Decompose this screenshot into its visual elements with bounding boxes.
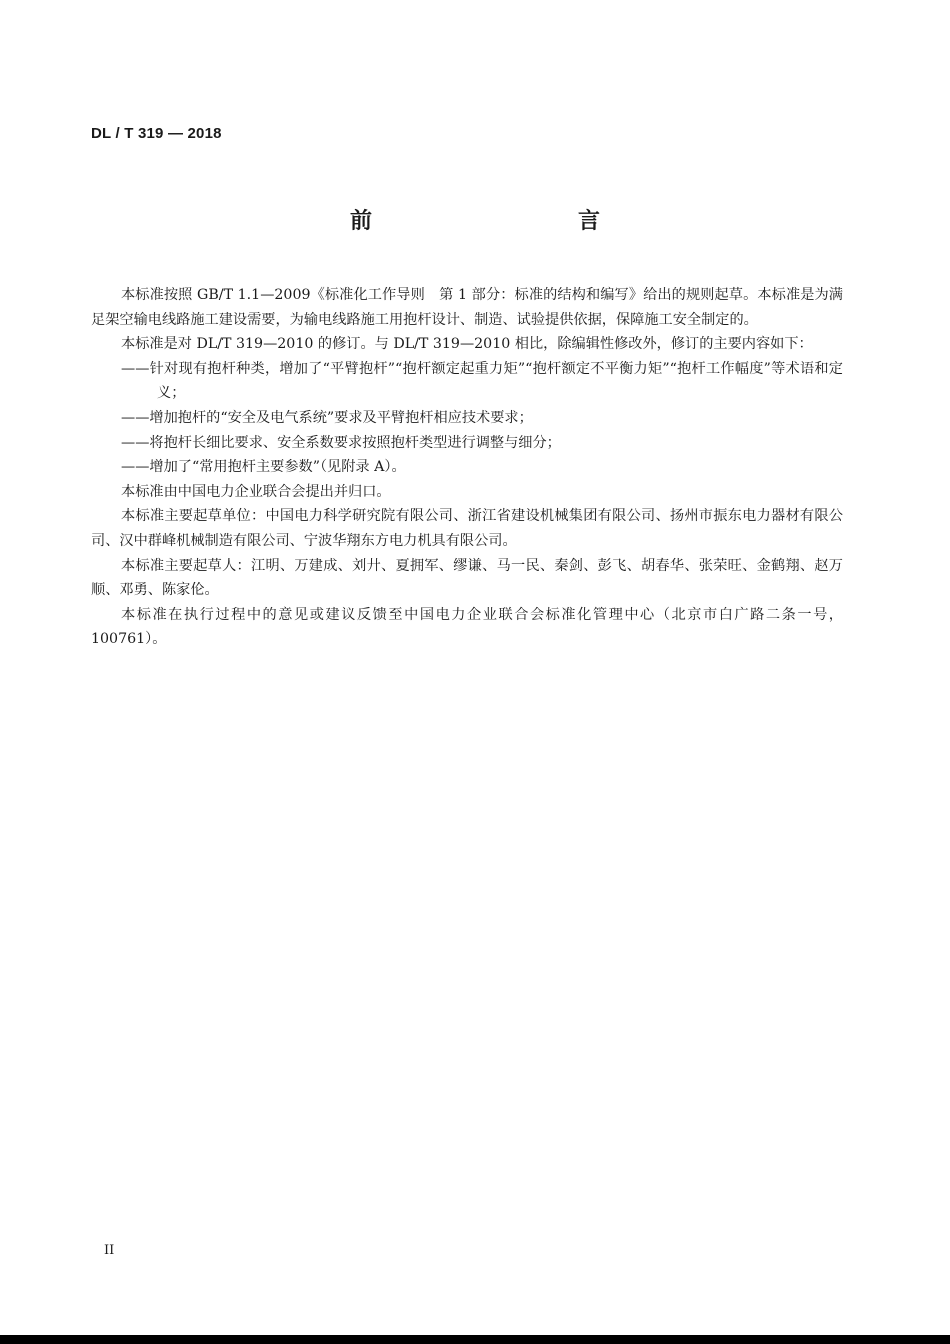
paragraph-feedback: 本标准在执行过程中的意见或建议反馈至中国电力企业联合会标准化管理中心（北京市白广路二条一号，100761）。 xyxy=(91,606,843,648)
paragraph-revision-intro: 本标准是对 DL/T 319—2010 的修订。与 DL/T 319—2010 相比，除编辑性修改外，修订的主要内容如下： xyxy=(121,336,813,353)
document-code: DL / T 319 — 2018 xyxy=(91,125,222,142)
paragraph-drafters: 本标准主要起草人：江明、万建成、刘廾、夏拥军、缪谦、马一民、秦剑、彭飞、胡春华、张荣旺、金鹤翔、赵万顺、邓勇、陈家伦。 xyxy=(91,557,843,599)
bottom-rule xyxy=(0,1335,950,1344)
revision-item-appendix: ——增加了“常用抱杆主要参数”（见附录 A）。 xyxy=(121,459,406,476)
paragraph-proposer: 本标准由中国电力企业联合会提出并归口。 xyxy=(121,483,391,500)
revision-item-safety-system: ——增加抱杆的“安全及电气系统”要求及平臂抱杆相应技术要求； xyxy=(121,409,533,426)
foreword-content xyxy=(91,283,843,652)
page-title: 前 言 xyxy=(349,209,654,234)
paragraph-drafting-units: 本标准主要起草单位：中国电力科学研究院有限公司、浙江省建设机械集团有限公司、扬州市振东电力器材有限公司、汉中群峰机械制造有限公司、宁波华翔东方电力机具有限公司。 xyxy=(91,508,843,549)
page-number: II xyxy=(104,1243,115,1258)
revision-item-slenderness: ——将抱杆长细比要求、安全系数要求按照抱杆类型进行调整与细分； xyxy=(121,434,561,451)
paragraph-drafting-rules: 本标准按照 GB/T 1.1—2009《标准化工作导则 第 1 部分：标准的结构和编写》给出的规则起草。本标准是为满足架空输电线路施工建设需要，为输电线路施工用抱杆设计、制造、试验提供依据，保障施工安全制定的。 xyxy=(91,287,843,328)
revision-item-terms: ——针对现有抱杆种类，增加了“平臂抱杆”“抱杆额定起重力矩”“抱杆额定不平衡力矩”“抱杆工作幅度”等术语和定义； xyxy=(121,360,843,402)
